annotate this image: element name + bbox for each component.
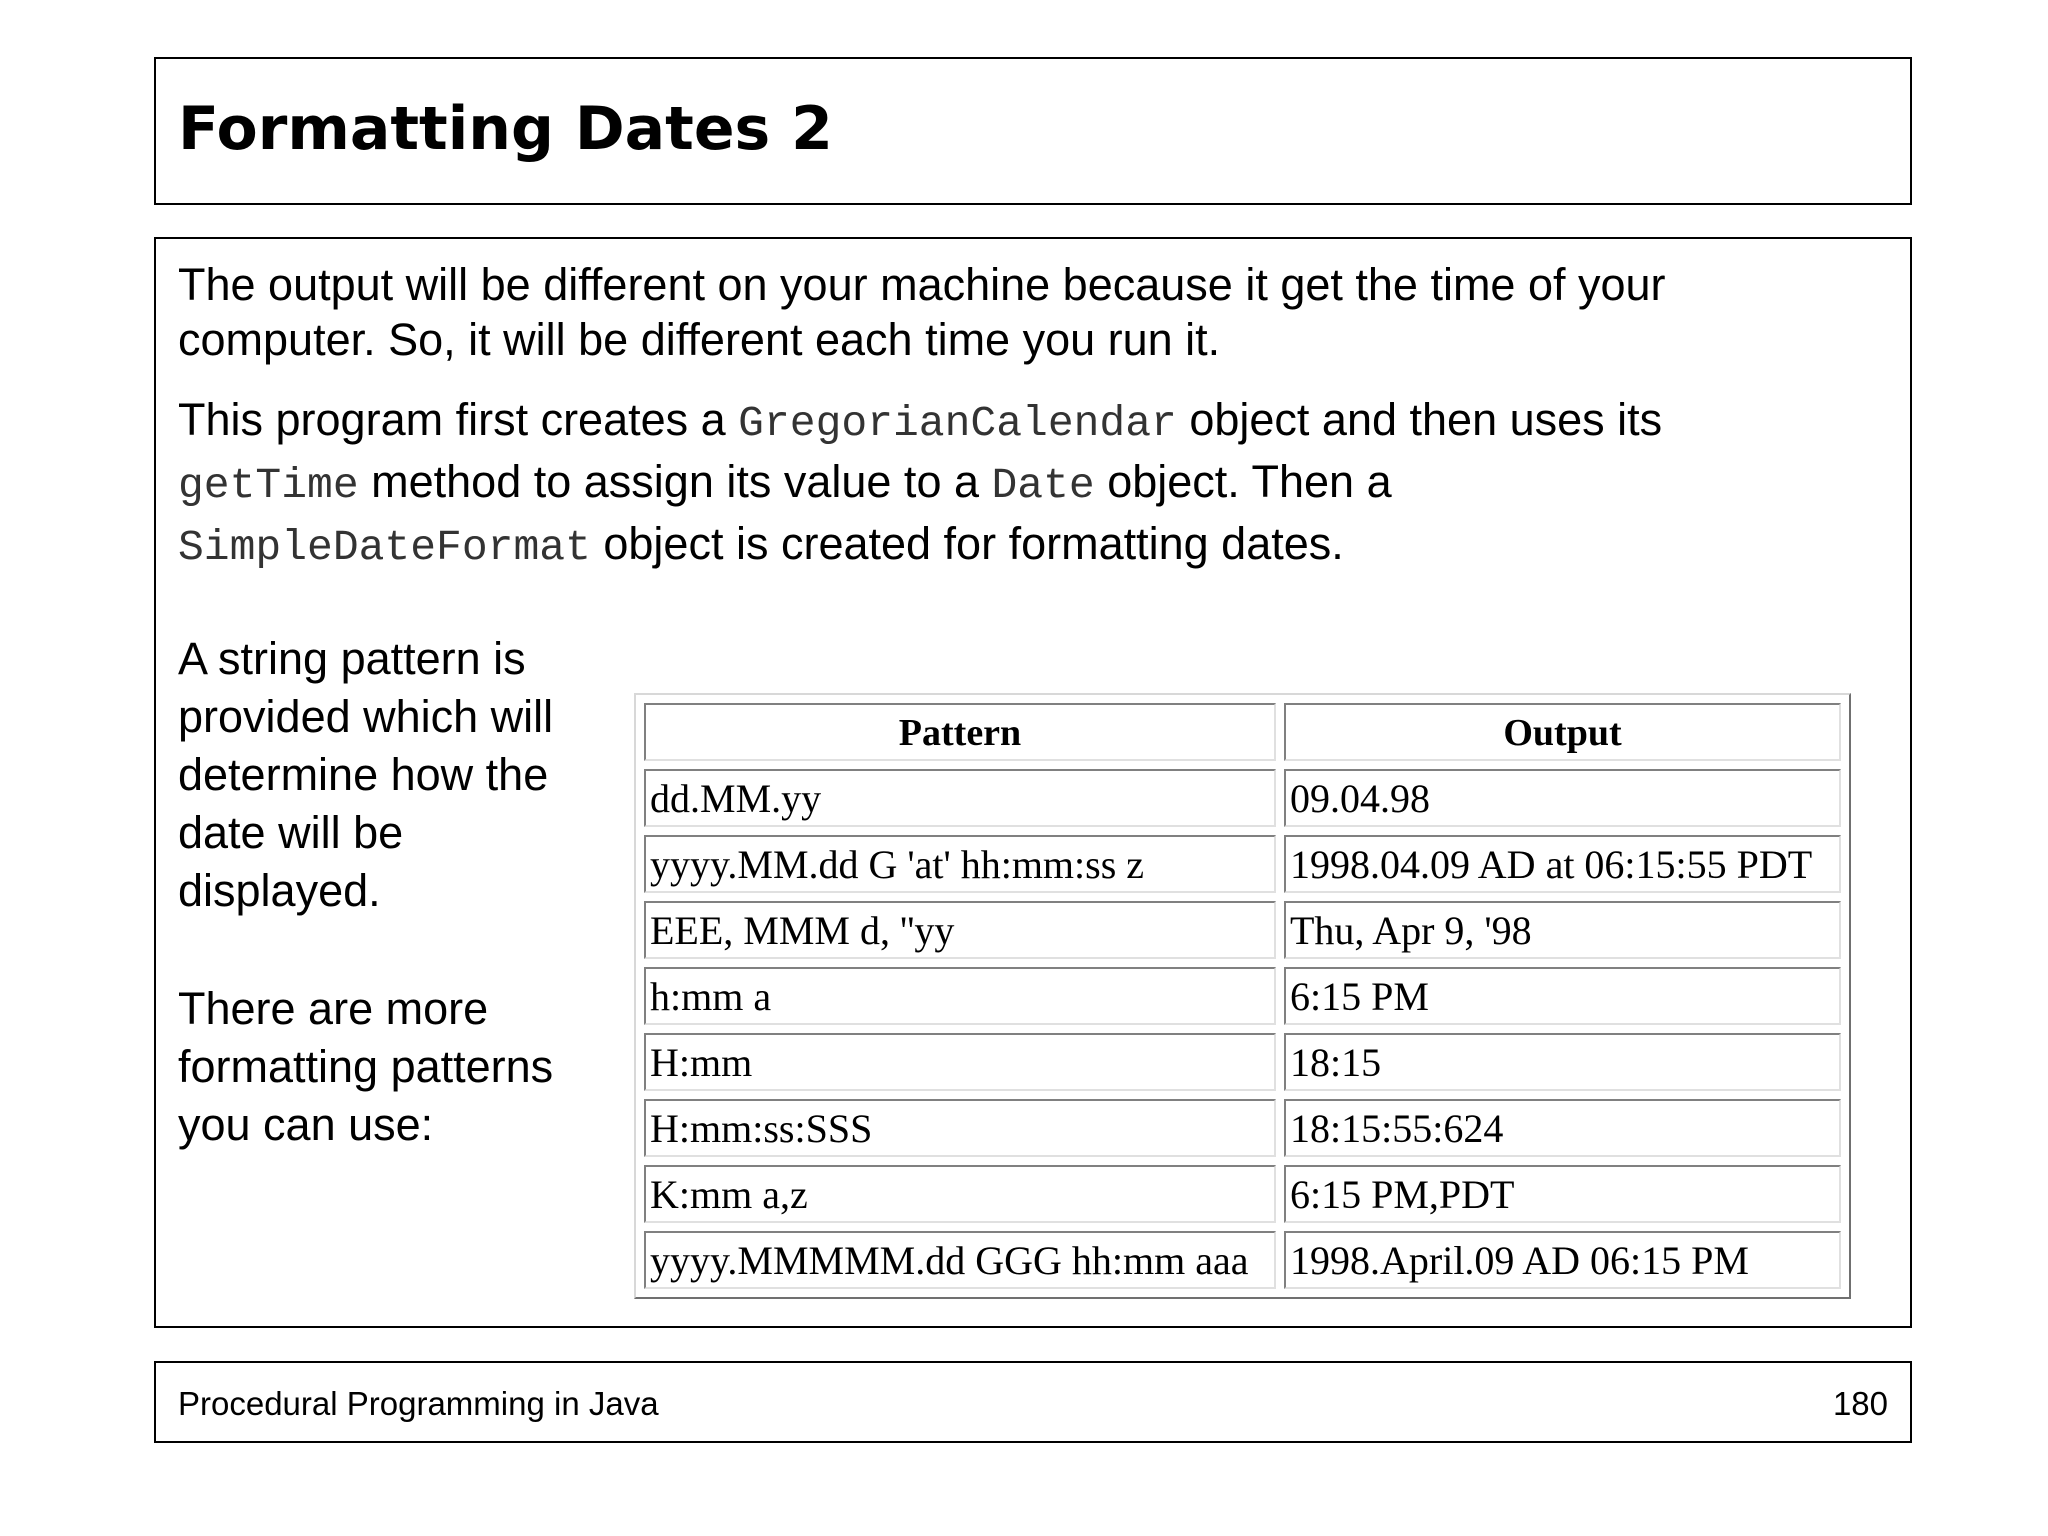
slide-title: Formatting Dates 2 (178, 94, 833, 164)
table-row (644, 901, 1841, 959)
title-box (154, 57, 1912, 205)
table-header-row (644, 703, 1841, 761)
footer-course-title: Procedural Programming in Java (178, 1385, 659, 1422)
output-cell: 18:15 (1284, 1033, 1841, 1091)
table-row (644, 1099, 1841, 1157)
side-line: displayed. (178, 865, 381, 916)
content-box (154, 237, 1912, 1328)
pattern-cell: H:mm (644, 1033, 1276, 1091)
header-output: Output (1284, 703, 1841, 761)
pattern-output-table (634, 693, 1851, 1299)
side-line: There are more (178, 983, 489, 1034)
side-line: date will be (178, 807, 404, 858)
footer (154, 1361, 1912, 1443)
pattern-cell: EEE, MMM d, ''yy (644, 901, 1276, 959)
intro-paragraph (178, 257, 1666, 367)
output-cell: 1998.04.09 AD at 06:15:55 PDT (1284, 835, 1841, 893)
table-row (644, 1033, 1841, 1091)
pattern-cell: yyyy.MM.dd G 'at' hh:mm:ss z (644, 835, 1276, 893)
pattern-cell: K:mm a,z (644, 1165, 1276, 1223)
side-line: determine how the (178, 749, 549, 800)
program-description (178, 391, 1662, 577)
pattern-cell: h:mm a (644, 967, 1276, 1025)
header-pattern: Pattern (644, 703, 1276, 761)
pattern-cell: H:mm:ss:SSS (644, 1099, 1276, 1157)
output-cell: 18:15:55:624 (1284, 1099, 1841, 1157)
desc-text-4: object. Then a (1094, 456, 1392, 507)
code-simple-date-format: SimpleDateFormat (178, 523, 591, 572)
desc-text-5: object is created for formatting dates. (590, 518, 1344, 569)
pattern-table-container (634, 693, 1889, 1283)
desc-text-3: method to assign its value to a (358, 456, 992, 507)
side-line: provided which will (178, 691, 554, 742)
code-get-time: getTime (178, 461, 359, 510)
pattern-explanation (178, 630, 553, 920)
desc-text-1: This program first creates a (178, 394, 739, 445)
output-cell: 6:15 PM (1284, 967, 1841, 1025)
output-cell: Thu, Apr 9, '98 (1284, 901, 1841, 959)
table-row (644, 967, 1841, 1025)
pattern-cell: yyyy.MMMMM.dd GGG hh:mm aaa (644, 1231, 1276, 1289)
table-row (644, 835, 1841, 893)
intro-line-2: computer. So, it will be different each time you run it. (178, 314, 1221, 365)
side-line: A string pattern is (178, 633, 526, 684)
more-patterns-note (178, 980, 553, 1154)
desc-text-2: object and then uses its (1176, 394, 1663, 445)
side-line: you can use: (178, 1099, 434, 1150)
table-row (644, 1231, 1841, 1289)
table-row (644, 769, 1841, 827)
table-row (644, 1165, 1841, 1223)
code-gregorian-calendar: GregorianCalendar (738, 399, 1177, 448)
output-cell: 6:15 PM,PDT (1284, 1165, 1841, 1223)
output-cell: 09.04.98 (1284, 769, 1841, 827)
intro-line-1: The output will be different on your machine because it get the time of your (178, 259, 1666, 310)
footer-page-number: 180 (1832, 1385, 1888, 1422)
code-date: Date (991, 461, 1095, 510)
output-cell: 1998.April.09 AD 06:15 PM (1284, 1231, 1841, 1289)
pattern-cell: dd.MM.yy (644, 769, 1276, 827)
side-line: formatting patterns (178, 1041, 554, 1092)
